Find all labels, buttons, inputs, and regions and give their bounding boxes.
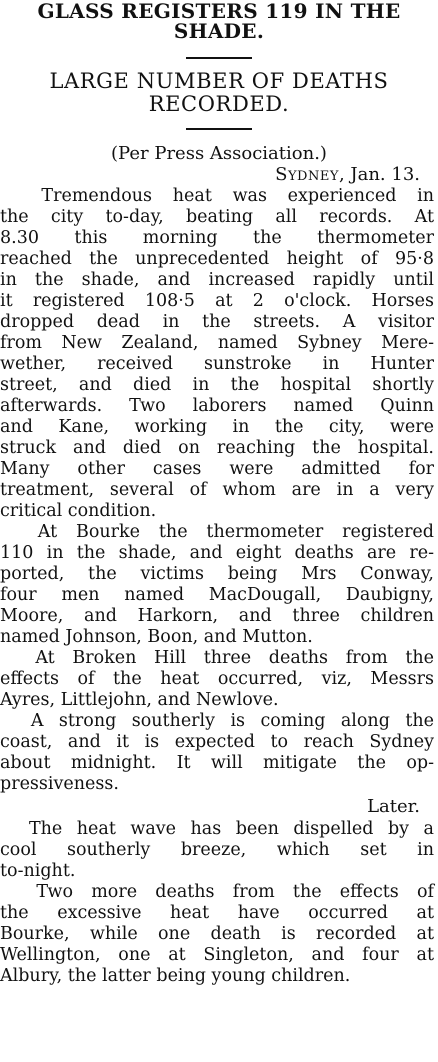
paragraph-1-line: critical condition. <box>0 501 157 521</box>
later-paragraph-1-line: to-night. <box>0 861 76 881</box>
paragraph-1-line: it registered 108·5 at 2 o'clock. Horses <box>0 291 434 311</box>
press-association-credit: (Per Press Association.) <box>111 143 327 164</box>
paragraph-1-line: dropped dead in the streets. A visitor <box>0 312 434 332</box>
headline-line-1: GLASS REGISTERS 119 IN THE <box>37 0 401 23</box>
later-heading: Later. <box>367 796 420 817</box>
paragraph-4-line: about midnight. It will mitigate the op- <box>0 753 434 773</box>
dateline-date: , Jan. 13. <box>338 164 420 185</box>
paragraph-1-line: reached the unprecedented height of 95·8 <box>0 249 434 269</box>
paragraph-3-line: effects of the heat occurred, viz, Messrs <box>0 669 434 689</box>
later-paragraph-2-line: Wellington, one at Singleton, and four at <box>0 945 434 965</box>
paragraph-1-line: and Kane, working in the city, were <box>0 417 434 437</box>
paragraph-2-line: named Johnson, Boon, and Mutton. <box>0 627 313 647</box>
later-paragraph-2-line: Two more deaths from the effects of <box>0 882 434 902</box>
subheadline-divider <box>186 128 252 130</box>
later-paragraph-2-line: Albury, the latter being young children. <box>0 966 351 986</box>
dateline <box>0 164 420 185</box>
later-paragraph-2-line: the excessive heat have occurred at <box>0 903 434 923</box>
paragraph-1-line: street, and died in the hospital shortly <box>0 375 434 395</box>
paragraph-3-line: Ayres, Littlejohn, and Newlove. <box>0 690 279 710</box>
paragraph-2-line: ported, the victims being Mrs Conway, <box>0 564 434 584</box>
paragraph-1-line: Many other cases were admitted for <box>0 459 434 479</box>
paragraph-1-line: afterwards. Two laborers named Quinn <box>0 396 434 416</box>
later-paragraph-2-line: Bourke, while one death is recorded at <box>0 924 434 944</box>
paragraph-2-line: 110 in the shade, and eight deaths are re- <box>0 543 434 563</box>
subheadline-line-2: RECORDED. <box>148 92 290 116</box>
paragraph-1-line: treatment, several of whom are in a very <box>0 480 434 500</box>
paragraph-2-line: four men named MacDougall, Daubigny, <box>0 585 434 605</box>
dateline-place: Sydney <box>275 164 339 185</box>
headline-line-2: SHADE. <box>173 19 265 43</box>
paragraph-1-line: struck and died on reaching the hospital. <box>0 438 434 458</box>
paragraph-2-line: At Bourke the thermometer registered <box>0 522 434 542</box>
paragraph-4-line: A strong southerly is coming along the <box>0 711 434 731</box>
paragraph-4-line: coast, and it is expected to reach Sydney <box>0 732 434 752</box>
later-paragraph-1-line: cool southerly breeze, which set in <box>0 840 434 860</box>
later-paragraph-1-line: The heat wave has been dispelled by a <box>0 819 434 839</box>
paragraph-1-line: 8.30 this morning the thermometer <box>0 228 434 248</box>
headline-divider <box>186 57 252 59</box>
paragraph-1-line: wether, received sunstroke in Hunter <box>0 354 434 374</box>
paragraph-4-line: pressiveness. <box>0 774 119 794</box>
paragraph-3-line: At Broken Hill three deaths from the <box>0 648 434 668</box>
paragraph-1-line: Tremendous heat was experienced in <box>0 186 434 206</box>
paragraph-2-line: Moore, and Harkorn, and three children <box>0 606 434 626</box>
paragraph-1-line: from New Zealand, named Sybney Mere- <box>0 333 434 353</box>
subheadline-line-1: LARGE NUMBER OF DEATHS <box>49 69 389 93</box>
paragraph-1-line: the city to-day, beating all records. At <box>0 207 434 227</box>
paragraph-1-line: in the shade, and increased rapidly until <box>0 270 434 290</box>
